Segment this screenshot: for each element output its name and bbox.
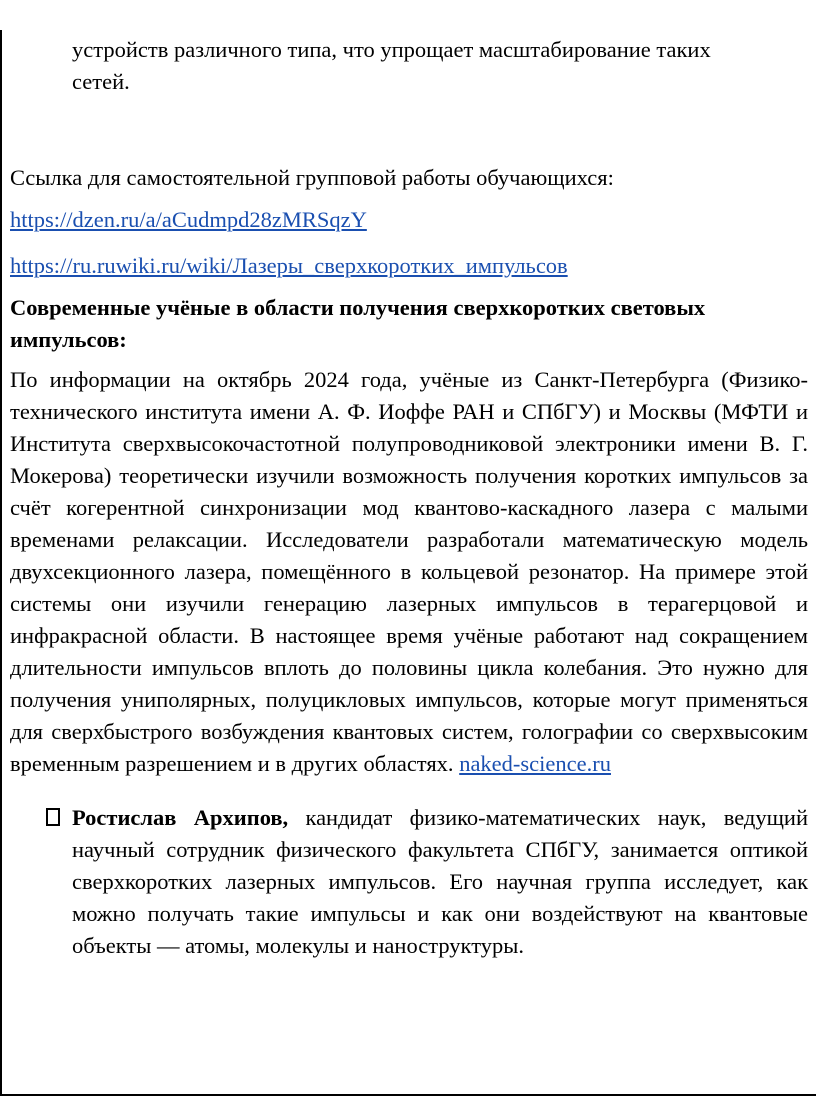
- link-dzen[interactable]: https://dzen.ru/a/aCudmpd28zMRSqzY: [10, 207, 367, 232]
- page-border-left: [0, 30, 2, 1095]
- bullet-box-icon: [46, 808, 60, 826]
- scientist-description: кандидат физико-математических наук, ведущий научный сотрудник физического факультета СПбГУ, занимается оптикой сверхкоротких лазерных импульсов. Его научная группа исследует, как можно получать такие импульсы и как они воздействуют на квантовые объекты — атомы, молекулы и наноструктуры.: [72, 805, 809, 958]
- body-text: По информации на октябрь 2024 года, учёные из Санкт-Петербурга (Физико-технического института имени А. Ф. Иоффе РАН и СПбГУ) и Москвы (МФТИ и Института сверхвысокочастотной полупроводниковой электроники имени В. Г. Мокерова) теоретически изучили возможность получения коротких импульсов за счёт когерентной синхронизации мод квантово-каскадного лазера с малыми временами релаксации. Исследователи разработали математическую модель двухсекционного лазера, помещённого в кольцевой резонатор. На примере этой системы они изучили генерацию лазерных импульсов в терагерцовой и инфракрасной области. В настоящее время учёные работают над сокращением длительности импульсов вплоть до половины цикла колебания. Это нужно для получения униполярных, полуцикловых импульсов, которые могут применяться для сверхбыстрого возбуждения квантовых систем, голографии со сверхвысоким временным разрешением и в других областях.: [10, 367, 808, 776]
- document-content: [10, 34, 808, 962]
- source-link[interactable]: naked-science.ru: [459, 751, 611, 776]
- section-heading: Современные учёные в области получения сверхкоротких световых импульсов:: [10, 295, 706, 352]
- body-paragraph: [10, 364, 808, 780]
- links-label: Ссылка для самостоятельной групповой работы обучающихся:: [10, 165, 614, 190]
- intro-continuation: устройств различного типа, что упрощает масштабирование таких сетей.: [72, 37, 711, 94]
- page-border-bottom: [0, 1094, 816, 1096]
- scientist-list-item: [10, 802, 808, 962]
- link-ruwiki[interactable]: https://ru.ruwiki.ru/wiki/Лазеры_сверхкоротких_импульсов: [10, 253, 568, 278]
- scientist-name: Ростислав Архипов,: [72, 805, 289, 830]
